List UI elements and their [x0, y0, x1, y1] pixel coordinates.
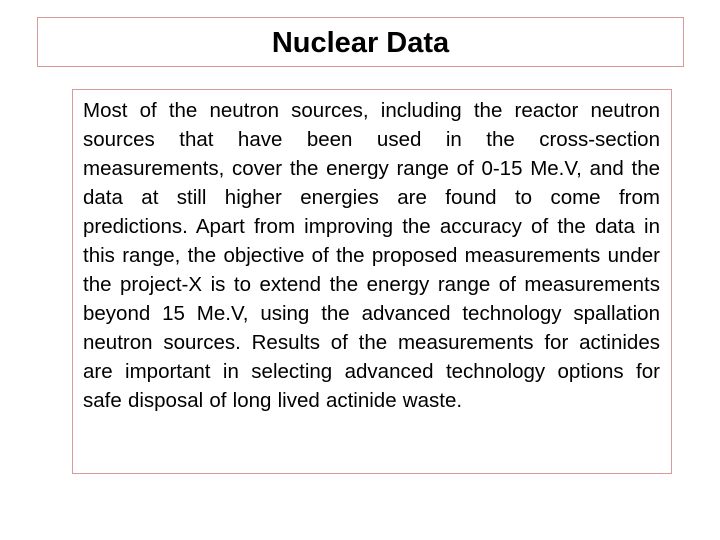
slide-title: Nuclear Data: [271, 26, 450, 59]
slide-body-box: [72, 89, 672, 474]
slide-body-text: Most of the neutron sources, including the reactor neutron sources that have been used in the cross-section measurements, cover the energy range of 0-15 Me.V, and the data at still higher energies are found to come from predictions. Apart from improving the accuracy of the data in this range, the objective of the proposed measurements under the project-X is to extend the energy range of measurements beyond 15 Me.V, using the advanced technology spallation neutron sources. Results of the measurements for actinides are important in selecting advanced technology options for safe disposal of long lived actinide waste.: [83, 99, 660, 412]
slide-title-box: [37, 17, 684, 67]
